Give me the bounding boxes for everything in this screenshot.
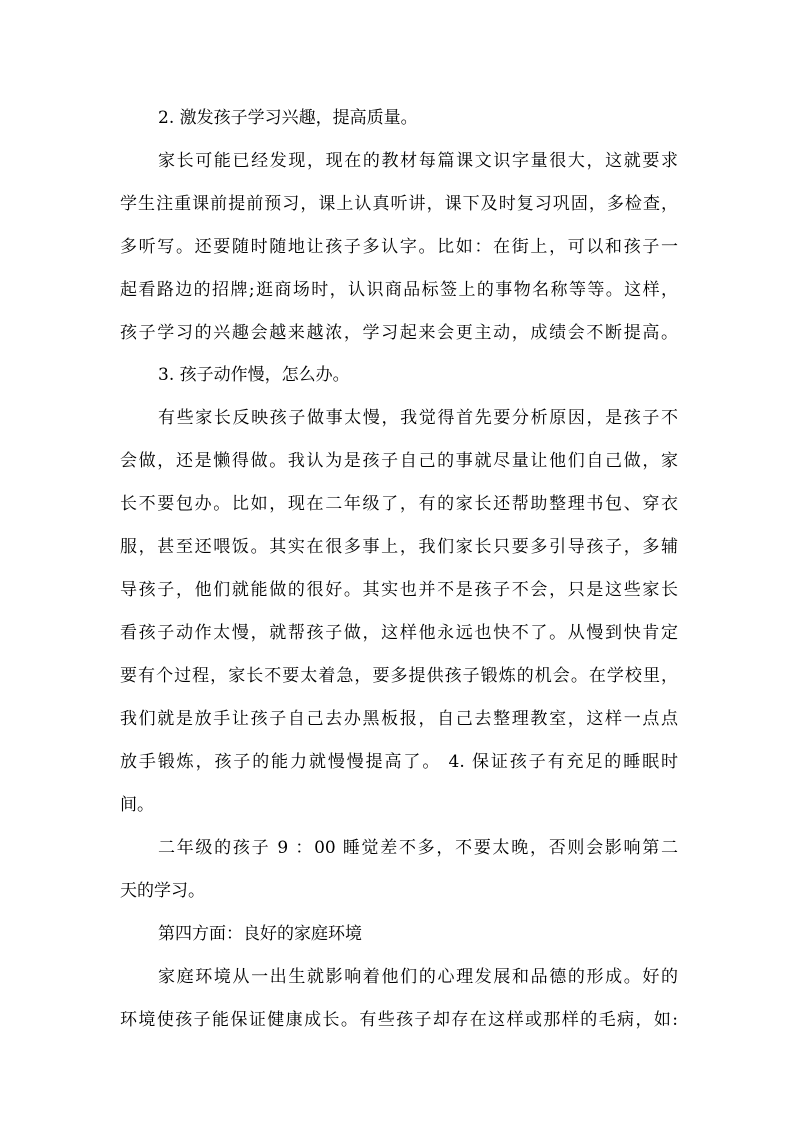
paragraph-line: 有些家长反映孩子做事太慢，我觉得首先要分析原因，是孩子不 [158, 408, 678, 428]
paragraph-line: 起看路边的招牌;逛商场时，认识商品标签上的事物名称等等。这样， [120, 280, 678, 300]
section-heading-4: 第四方面：良好的家庭环境 [158, 924, 362, 944]
paragraph-line: 我们就是放手让孩子自己去办黑板报，自己去整理教室，这样一点点 [120, 709, 678, 729]
paragraph-line: 间。 [120, 795, 154, 815]
paragraph-line: 要有个过程，家长不要太着急，要多提供孩子锻炼的机会。在学校里， [120, 666, 678, 686]
paragraph-line: 天的学习。 [120, 881, 205, 901]
section-heading-2: 2. 激发孩子学习兴趣，提高质量。 [158, 108, 418, 128]
paragraph-line: 家庭环境从一出生就影响着他们的心理发展和品德的形成。好的 [158, 967, 678, 987]
section-heading-3: 3. 孩子动作慢，怎么办。 [158, 365, 350, 385]
paragraph-line: 长不要包办。比如，现在二年级了，有的家长还帮助整理书包、穿衣 [120, 494, 678, 514]
paragraph-line: 学生注重课前提前预习，课上认真听讲，课下及时复习巩固，多检查， [120, 194, 678, 214]
paragraph-line: 环境使孩子能保证健康成长。有些孩子却存在这样或那样的毛病，如: [120, 1010, 678, 1030]
paragraph-line: 多听写。还要随时随地让孩子多认字。比如：在街上，可以和孩子一 [120, 237, 678, 257]
paragraph-line: 孩子学习的兴趣会越来越浓，学习起来会更主动，成绩会不断提高。 [120, 323, 678, 343]
paragraph-line: 会做，还是懒得做。我认为是孩子自己的事就尽量让他们自己做，家 [120, 451, 678, 471]
paragraph-line: 放手锻炼，孩子的能力就慢慢提高了。 4. 保证孩子有充足的睡眠时 [120, 752, 678, 772]
paragraph-line: 看孩子动作太慢，就帮孩子做，这样他永远也快不了。从慢到快肯定 [120, 623, 678, 643]
paragraph-line: 家长可能已经发现，现在的教材每篇课文识字量很大，这就要求 [158, 151, 678, 171]
paragraph-line: 导孩子，他们就能做的很好。其实也并不是孩子不会，只是这些家长 [120, 580, 678, 600]
paragraph-line: 二年级的孩子 9 ：00 睡觉差不多，不要太晚，否则会影响第二 [158, 838, 678, 858]
paragraph-line: 服，甚至还喂饭。其实在很多事上，我们家长只要多引导孩子，多辅 [120, 537, 678, 557]
